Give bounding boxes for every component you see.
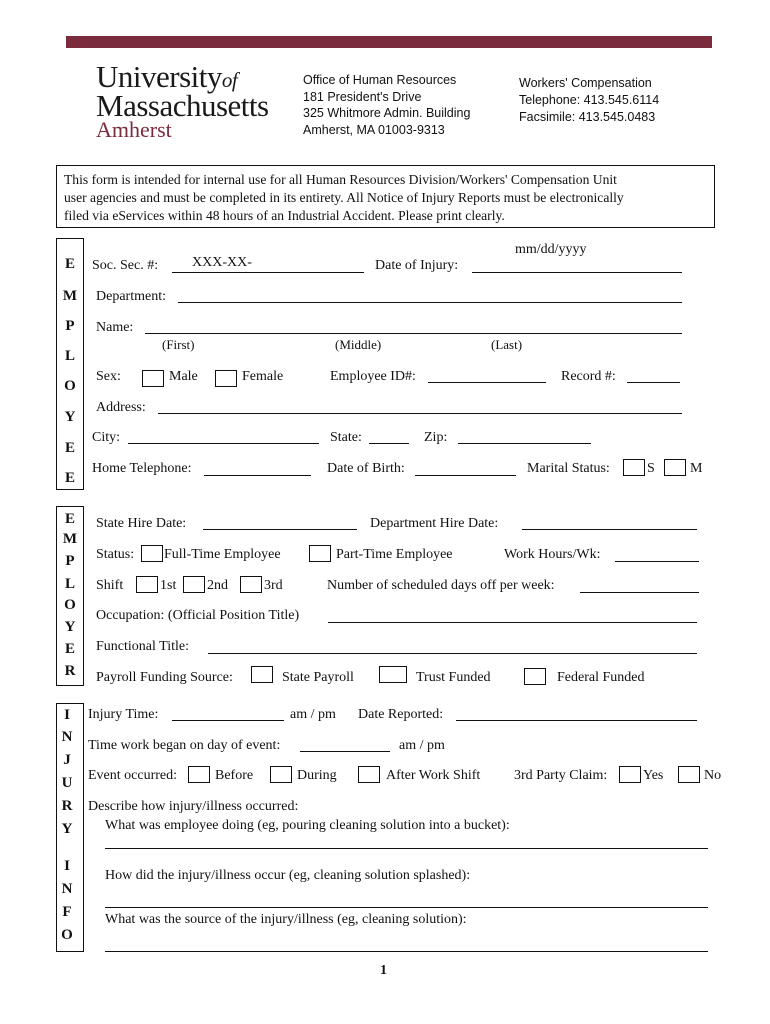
- after-label: After Work Shift: [386, 768, 481, 783]
- parttime-label: Part-Time Employee: [336, 547, 453, 562]
- side-letter: R: [64, 663, 76, 679]
- side-letter: N: [61, 881, 73, 897]
- ssn-field[interactable]: [172, 272, 364, 273]
- marital-label: Marital Status:: [527, 461, 610, 476]
- name-field[interactable]: [145, 333, 682, 334]
- female-checkbox[interactable]: [215, 370, 237, 387]
- intro-line: user agencies and must be completed in its entirety. All Notice of Injury Reports must be electronically: [64, 190, 624, 205]
- wc-line: Workers' Compensation: [519, 76, 652, 90]
- side-letter: O: [61, 927, 73, 943]
- side-letter: Y: [64, 619, 76, 635]
- dob-label: Date of Birth:: [327, 461, 405, 476]
- occupation-label: Occupation: (Official Position Title): [96, 608, 300, 623]
- doi-field[interactable]: [472, 272, 682, 273]
- state-hire-label: State Hire Date:: [96, 516, 187, 531]
- single-checkbox[interactable]: [623, 459, 645, 476]
- married-checkbox[interactable]: [664, 459, 686, 476]
- event-label: Event occurred:: [88, 768, 178, 783]
- sex-label: Sex:: [96, 369, 121, 384]
- dept-hire-label: Department Hire Date:: [370, 516, 499, 531]
- logo-amherst: Amherst: [96, 117, 172, 142]
- during-label: During: [297, 768, 337, 783]
- no-checkbox[interactable]: [678, 766, 700, 783]
- funding-label: Payroll Funding Source:: [96, 670, 233, 685]
- page-number: 1: [380, 963, 387, 978]
- hr-address: [303, 72, 470, 138]
- ampm2-label: am / pm: [399, 738, 445, 753]
- before-label: Before: [215, 768, 254, 783]
- hr-line: Office of Human Resources: [303, 73, 457, 87]
- side-letter: M: [62, 531, 78, 547]
- side-letter: I: [64, 707, 70, 723]
- side-letter: N: [61, 729, 73, 745]
- answer-doing-field[interactable]: [105, 848, 708, 849]
- record-label: Record #:: [561, 369, 616, 384]
- days-off-field[interactable]: [580, 592, 699, 593]
- record-field[interactable]: [627, 382, 680, 383]
- dept-field[interactable]: [178, 302, 682, 303]
- intro-line: This form is intended for internal use for all Human Resources Division/Workers' Compensation Unit: [64, 172, 617, 187]
- side-letter: M: [62, 288, 78, 304]
- side-letter: O: [64, 378, 76, 394]
- status-label: Status:: [96, 547, 135, 562]
- days-off-label: Number of scheduled days off per week:: [327, 578, 555, 593]
- side-letter: O: [64, 597, 76, 613]
- ampm-label: am / pm: [290, 707, 336, 722]
- federal-checkbox[interactable]: [524, 668, 546, 685]
- trust-checkbox[interactable]: [379, 666, 407, 683]
- shift1-checkbox[interactable]: [136, 576, 158, 593]
- third-party-label: 3rd Party Claim:: [514, 768, 608, 783]
- zip-field[interactable]: [458, 443, 591, 444]
- shift1-label: 1st: [160, 578, 177, 593]
- injury-time-field[interactable]: [172, 720, 284, 721]
- ssn-label: Soc. Sec. #:: [92, 258, 159, 273]
- began-label: Time work began on day of event:: [88, 738, 281, 753]
- question-how: How did the injury/illness occur (eg, cleaning solution splashed):: [105, 868, 471, 883]
- last-hint: (Last): [491, 337, 523, 352]
- yes-checkbox[interactable]: [619, 766, 641, 783]
- state-payroll-label: State Payroll: [282, 670, 354, 685]
- dept-label: Department:: [96, 289, 166, 304]
- side-letter: P: [65, 553, 75, 569]
- during-checkbox[interactable]: [270, 766, 292, 783]
- functional-field[interactable]: [208, 653, 697, 654]
- after-checkbox[interactable]: [358, 766, 380, 783]
- shift3-label: 3rd: [264, 578, 283, 593]
- side-letter: I: [64, 858, 70, 874]
- intro-notice: [56, 165, 715, 228]
- name-label: Name:: [96, 320, 134, 335]
- state-hire-field[interactable]: [203, 529, 357, 530]
- side-letter: J: [63, 752, 71, 768]
- empid-field[interactable]: [428, 382, 546, 383]
- wc-line: Facsimile: 413.545.0483: [519, 110, 656, 124]
- parttime-checkbox[interactable]: [309, 545, 331, 562]
- side-letter: Y: [61, 821, 73, 837]
- phone-field[interactable]: [204, 475, 311, 476]
- side-letter: E: [64, 440, 75, 456]
- shift2-checkbox[interactable]: [183, 576, 205, 593]
- hours-field[interactable]: [615, 561, 699, 562]
- federal-label: Federal Funded: [557, 670, 645, 685]
- address-field[interactable]: [158, 413, 682, 414]
- state-field[interactable]: [369, 443, 409, 444]
- wc-line: Telephone: 413.545.6114: [519, 93, 660, 107]
- yes-label: Yes: [643, 768, 664, 783]
- side-letter: E: [64, 511, 75, 527]
- married-label: M: [690, 461, 703, 476]
- side-letter: L: [64, 576, 75, 592]
- logo-of: of: [221, 68, 238, 92]
- logo-university: University: [96, 59, 222, 94]
- answer-source-field[interactable]: [105, 951, 708, 952]
- occupation-field[interactable]: [328, 622, 697, 623]
- side-letter: E: [64, 256, 75, 272]
- male-label: Male: [169, 369, 198, 384]
- reported-field[interactable]: [456, 720, 697, 721]
- fulltime-label: Full-Time Employee: [164, 547, 281, 562]
- began-field[interactable]: [300, 751, 390, 752]
- intro-line: filed via eServices within 48 hours of an Industrial Accident. Please print clearly.: [64, 208, 505, 223]
- side-letter: Y: [64, 409, 76, 425]
- side-letter: E: [64, 470, 75, 486]
- header-accent-bar: [66, 36, 712, 48]
- trust-label: Trust Funded: [416, 670, 491, 685]
- shift2-label: 2nd: [207, 578, 228, 593]
- injury-time-label: Injury Time:: [88, 707, 159, 722]
- logo-massachusetts: Massachusetts: [96, 88, 269, 123]
- question-source: What was the source of the injury/illness (eg, cleaning solution):: [105, 912, 467, 927]
- empid-label: Employee ID#:: [330, 369, 416, 384]
- wc-contact: [519, 75, 659, 126]
- fulltime-checkbox[interactable]: [141, 545, 163, 562]
- hr-line: 325 Whitmore Admin. Building: [303, 106, 471, 120]
- dob-field[interactable]: [415, 475, 516, 476]
- state-label: State:: [330, 430, 362, 445]
- first-hint: (First): [162, 337, 195, 352]
- phone-label: Home Telephone:: [92, 461, 192, 476]
- address-label: Address:: [96, 400, 146, 415]
- state-payroll-checkbox[interactable]: [251, 666, 273, 683]
- side-letter: P: [65, 318, 75, 334]
- middle-hint: (Middle): [335, 337, 382, 352]
- male-checkbox[interactable]: [142, 370, 164, 387]
- side-letter: R: [61, 798, 73, 814]
- side-letter: L: [64, 348, 75, 364]
- side-letter: E: [64, 641, 75, 657]
- shift-label: Shift: [96, 578, 124, 593]
- no-label: No: [704, 768, 722, 783]
- question-doing: What was employee doing (eg, pouring cleaning solution into a bucket):: [105, 818, 510, 833]
- doi-label: Date of Injury:: [375, 258, 459, 273]
- zip-label: Zip:: [424, 430, 448, 445]
- dept-hire-field[interactable]: [522, 529, 697, 530]
- city-field[interactable]: [128, 443, 319, 444]
- hr-line: 181 President's Drive: [303, 89, 422, 104]
- describe-label: Describe how injury/illness occurred:: [88, 799, 299, 814]
- city-label: City:: [92, 430, 121, 445]
- side-letter: U: [61, 775, 73, 791]
- single-label: S: [647, 461, 655, 476]
- date-format-hint: mm/dd/yyyy: [515, 242, 587, 257]
- female-label: Female: [242, 369, 284, 384]
- shift3-checkbox[interactable]: [240, 576, 262, 593]
- reported-label: Date Reported:: [358, 707, 444, 722]
- ssn-value: XXX-XX-: [192, 255, 252, 270]
- before-checkbox[interactable]: [188, 766, 210, 783]
- answer-how-field[interactable]: [105, 907, 708, 908]
- functional-label: Functional Title:: [96, 639, 189, 654]
- hours-label: Work Hours/Wk:: [504, 547, 601, 562]
- side-letter: F: [62, 904, 72, 920]
- hr-line: Amherst, MA 01003-9313: [303, 122, 445, 137]
